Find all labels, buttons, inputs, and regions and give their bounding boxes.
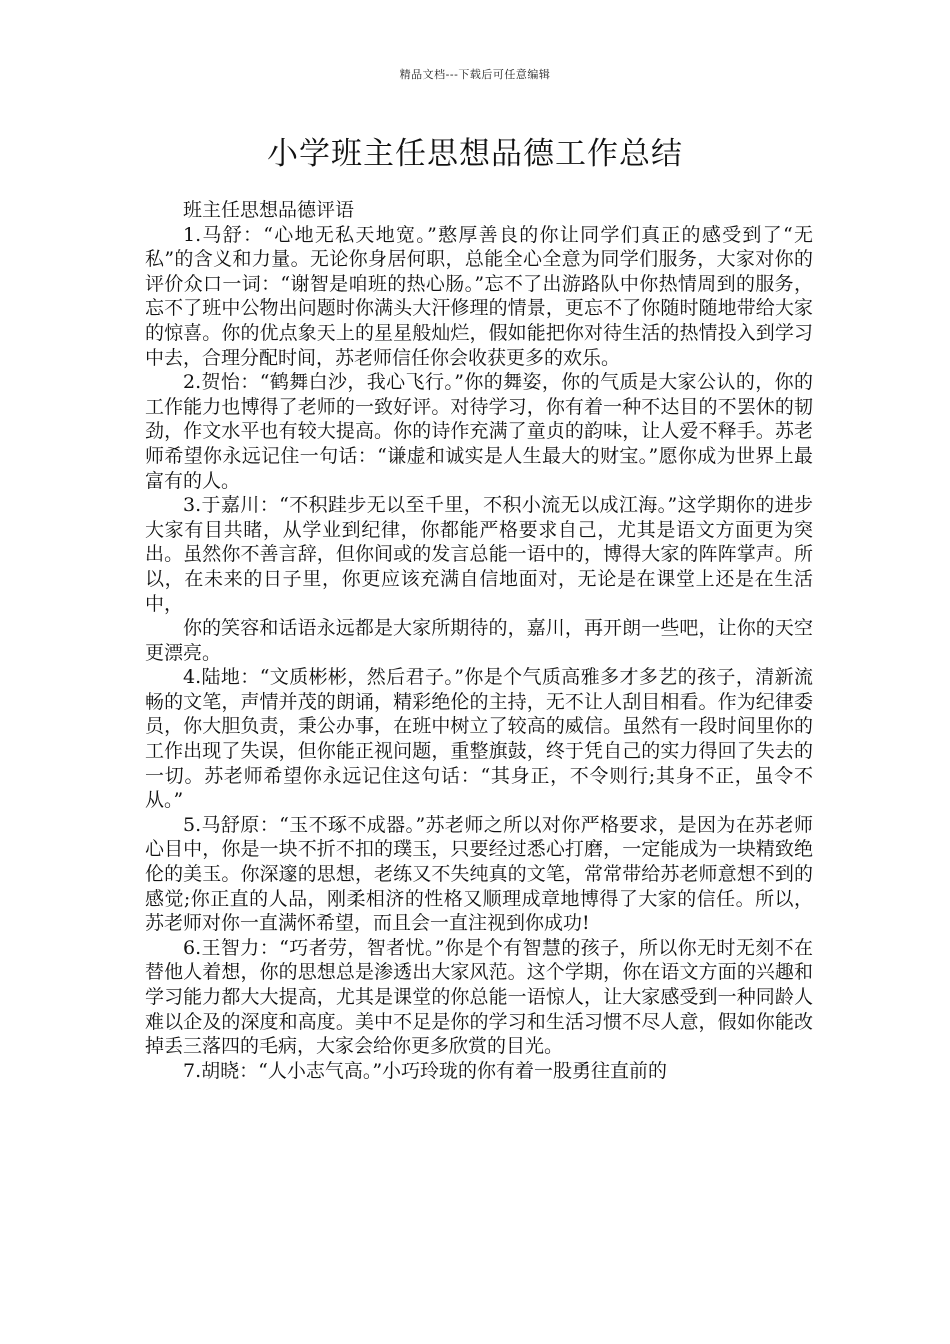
comment-paragraph-3: 3.于嘉川：“不积跬步无以至千里，不积小流无以成江海。”这学期你的进步大家有目共睹，从学业到纪律，你都能严格要求自己，尤其是语文方面更为突出。虽然你不善言辞，但你间或的发言总能一语中的，博得大家的阵阵掌声。所以，在未来的日子里，你更应该充满自信地面对，无论是在课堂上还是在生活中， [145, 494, 813, 615]
header-note: 精品文档---下载后可任意编辑 [399, 68, 551, 81]
comment-paragraph-3-continued: 你的笑容和话语永远都是大家所期待的，嘉川，再开朗一些吧，让你的天空更漂亮。 [145, 617, 813, 664]
comment-paragraph-1: 1.马舒：“心地无私天地宽。”憨厚善良的你让同学们真正的感受到了“无私”的含义和力量。无论你身居何职，总能全心全意为同学们服务，大家对你的评价众口一词：“谢智是咱班的热心肠。”忘不了出游路队中你热情周到的服务，忘不了班中公物出问题时你满头大汗修理的情景，更忘不了你随时随地带给大家的惊喜。你的优点象天上的星星般灿烂，假如能把你对待生活的热情投入到学习中去，合理分配时间，苏老师信任你会收获更多的欢乐。 [145, 223, 813, 369]
document-body [145, 198, 813, 1083]
comment-paragraph-7: 7.胡晓：“人小志气高。”小巧玲珑的你有着一股勇往直前的 [183, 1059, 668, 1082]
document-title: 小学班主任思想品德工作总结 [267, 136, 683, 172]
comment-paragraph-2: 2.贺怡：“鹤舞白沙，我心飞行。”你的舞姿，你的气质是大家公认的，你的工作能力也博得了老师的一致好评。对待学习，你有着一种不达目的不罢休的韧劲，作文水平也有较大提高。你的诗作充满了童贞的韵味，让人爱不释手。苏老师希望你永远记住一句话：“谦虚和诚实是人生最大的财宝。”愿你成为世界上最富有的人。 [145, 371, 813, 492]
section-heading: 班主任思想品德评语 [183, 199, 355, 221]
comment-paragraph-4: 4.陆地：“文质彬彬，然后君子。”你是个气质高雅多才多艺的孩子，清新流畅的文笔，声情并茂的朗诵，精彩绝伦的主持，无不让人刮目相看。作为纪律委员，你大胆负责，秉公办事，在班中树立了较高的威信。虽然有一段时间里你的工作出现了失误，但你能正视问题，重整旗鼓，终于凭自己的实力得回了失去的一切。苏老师希望你永远记住这句话：“其身正，不令则行;其身不正，虽令不从。” [145, 666, 813, 812]
comment-paragraph-5: 5.马舒原：“玉不琢不成器。”苏老师之所以对你严格要求，是因为在苏老师心目中，你是一块不折不扣的璞玉，只要经过悉心打磨，一定能成为一块精致绝伦的美玉。你深邃的思想，老练又不失纯真的文笔，常常带给苏老师意想不到的感觉;你正直的人品，刚柔相济的性格又顺理成章地博得了大家的信任。所以，苏老师对你一直满怀希望，而且会一直注视到你成功! [145, 813, 813, 935]
comment-paragraph-6: 6.王智力：“巧者劳，智者忧。”你是个有智慧的孩子，所以你无时无刻不在替他人着想，你的思想总是渗透出大家风范。这个学期，你在语文方面的兴趣和学习能力都大大提高，尤其是课堂的你总能一语惊人，让大家感受到一种同龄人难以企及的深度和高度。美中不足是你的学习和生活习惯不尽人意，假如你能改掉丢三落四的毛病，大家会给你更多欣赏的目光。 [145, 936, 813, 1058]
